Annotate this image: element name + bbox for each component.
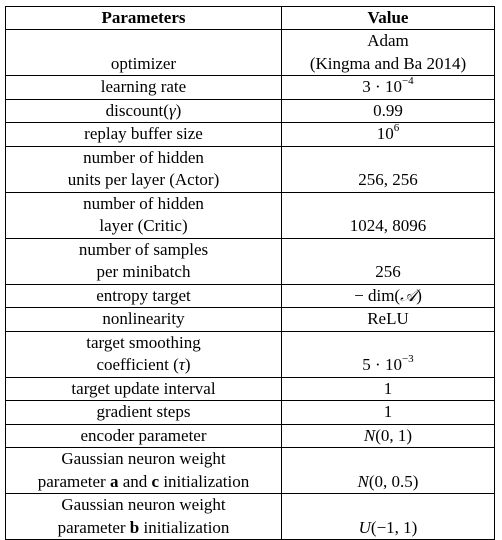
table-row	[6, 494, 495, 540]
value-cell	[282, 238, 495, 284]
table-row	[6, 238, 495, 284]
param-text: gradient steps	[96, 402, 191, 421]
gamma-symbol: γ	[168, 100, 176, 120]
param-a-symbol: a	[109, 471, 119, 491]
value-text: ReLU	[367, 309, 409, 328]
param-cell	[6, 99, 282, 123]
param-text: number of samples	[78, 239, 209, 259]
hyperparameter-table	[5, 6, 495, 540]
value-cell	[282, 123, 495, 147]
value-text: 1	[383, 378, 393, 398]
value-text: )	[416, 285, 422, 305]
param-text: discount(	[105, 100, 169, 120]
value-cell	[282, 308, 495, 332]
param-text: units per layer (Actor)	[67, 170, 220, 189]
param-line	[8, 517, 279, 540]
param-line	[8, 354, 279, 377]
param-cell	[6, 494, 282, 540]
header-parameters: Parameters	[6, 7, 282, 30]
param-text: initialization	[139, 517, 230, 537]
param-cell	[6, 76, 282, 100]
param-cell	[6, 401, 282, 425]
param-text: replay buffer size	[84, 124, 203, 143]
value-text: 256, 256	[358, 170, 418, 189]
distribution-symbol: U	[358, 517, 371, 537]
value-text: 10	[376, 124, 394, 143]
param-cell	[6, 424, 282, 448]
table-row	[6, 146, 495, 192]
value-cell	[282, 331, 495, 377]
param-text: Gaussian neuron weight	[61, 449, 226, 468]
param-text: )	[175, 100, 182, 120]
param-cell	[6, 192, 282, 238]
value-cell	[282, 30, 495, 76]
param-text: layer (Critic)	[99, 216, 188, 235]
value-cell	[282, 401, 495, 425]
header-value: Value	[282, 7, 495, 30]
param-cell	[6, 308, 282, 332]
value-text: (0, 1)	[375, 425, 413, 445]
table-row	[6, 123, 495, 147]
param-text: target update interval	[71, 378, 216, 398]
value-exponent: 6	[393, 122, 400, 134]
value-cell	[282, 377, 495, 401]
value-text: (Kingma and Ba 2014)	[309, 53, 467, 73]
value-cell	[282, 424, 495, 448]
param-text: per minibatch	[96, 262, 191, 281]
value-text: 0.99	[373, 100, 403, 120]
param-cell	[6, 238, 282, 284]
param-text: number of hidden	[83, 193, 204, 213]
value-cell	[282, 448, 495, 494]
param-text: coefficient (	[96, 355, 179, 374]
param-line	[8, 471, 279, 494]
value-exponent: −3	[401, 353, 414, 365]
value-cell	[282, 494, 495, 540]
table-row	[6, 308, 495, 332]
table-row	[6, 377, 495, 401]
param-text: target smoothing	[86, 332, 201, 352]
value-cell	[282, 284, 495, 308]
action-space-symbol: 𝒜	[400, 285, 417, 305]
table-row	[6, 401, 495, 425]
table-row	[6, 448, 495, 494]
param-b-symbol: b	[129, 517, 140, 537]
table-row	[6, 284, 495, 308]
param-c-symbol: c	[151, 471, 160, 491]
param-cell	[6, 331, 282, 377]
param-cell	[6, 30, 282, 76]
table-row	[6, 331, 495, 377]
value-cell	[282, 99, 495, 123]
value-text: 1024, 8096	[349, 216, 427, 235]
table-row	[6, 30, 495, 76]
value-cell	[282, 146, 495, 192]
value-text: (0, 0.5)	[368, 471, 419, 491]
hyperparameter-table-container	[5, 6, 494, 540]
param-cell	[6, 284, 282, 308]
param-cell	[6, 146, 282, 192]
param-text: parameter	[37, 471, 110, 491]
header-row	[6, 7, 495, 30]
tau-symbol: τ	[178, 355, 185, 374]
table-row	[6, 192, 495, 238]
value-text: − dim(	[354, 285, 401, 305]
table-row	[6, 99, 495, 123]
value-text: (−1, 1)	[370, 517, 418, 537]
table-row	[6, 76, 495, 100]
param-text: optimizer	[110, 53, 177, 73]
param-text: )	[184, 355, 191, 374]
param-text: parameter	[57, 517, 130, 537]
param-cell	[6, 123, 282, 147]
value-text: Adam	[367, 31, 409, 50]
param-text: number of hidden	[83, 147, 204, 167]
param-text: Gaussian neuron weight	[61, 495, 226, 514]
value-cell	[282, 192, 495, 238]
distribution-symbol: N	[357, 471, 369, 491]
value-text: 5 · 10	[362, 355, 402, 374]
param-cell	[6, 448, 282, 494]
distribution-symbol: N	[363, 425, 376, 445]
param-text: and	[118, 471, 152, 491]
value-text: 256	[375, 262, 401, 281]
param-text: nonlinearity	[102, 309, 185, 328]
value-text: 3 · 10	[362, 77, 402, 96]
param-text: initialization	[159, 471, 250, 491]
value-text: 1	[383, 402, 393, 421]
value-cell	[282, 76, 495, 100]
param-cell	[6, 377, 282, 401]
value-exponent: −4	[401, 75, 414, 87]
param-text: entropy target	[96, 285, 191, 305]
param-text: encoder parameter	[80, 425, 207, 445]
param-text: learning rate	[100, 77, 187, 96]
table-row	[6, 424, 495, 448]
